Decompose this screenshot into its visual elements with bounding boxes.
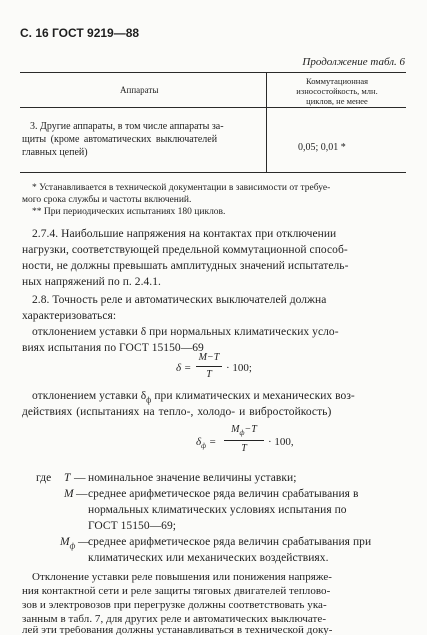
table-row-value: 0,05; 0,01 *: [298, 142, 346, 153]
definition-M-line-1: среднее арифметическое ряда величин срабатывания в: [88, 488, 359, 500]
footnote-1-line-2: мого срока службы и частоты включений.: [22, 195, 192, 205]
formula-2-denominator: T: [241, 443, 247, 454]
para-28b-subscript: ф: [146, 395, 152, 405]
footnote-2: ** При периодических испытаниях 180 циклов.: [32, 207, 226, 217]
table-header-apparatus: Аппараты: [120, 85, 159, 95]
final-para-line-2: ния контактной сети и реле защиты тяговых двигателей теплово-: [22, 585, 331, 597]
table-column-divider: [266, 72, 267, 172]
definition-M-line-2: нормальных климатических условиях испытания по: [88, 504, 347, 516]
formula-2-lhs: $\delta_ф$ =: [196, 436, 217, 451]
para-28b-line-2: действиях (испытаниях на тепло-, холодо- и вибростойкость): [22, 406, 332, 418]
final-para-line-4: занным в табл. 7, для других реле и автоматических выключате-: [22, 613, 327, 625]
definition-T-line-1: номинальное значение величины уставки;: [88, 472, 297, 484]
table-continuation-label: Продолжение табл. 6: [302, 56, 405, 68]
table-header-endurance-2: износостойкость, млн.: [296, 86, 378, 96]
formula-1-numerator: M−T: [198, 352, 220, 363]
formula-2-tail: · 100,: [268, 436, 294, 448]
final-para-line-3: зов и электровозов при перегрузке должны соответствовать ука-: [22, 599, 327, 611]
formula-1-fraction-bar: [196, 366, 222, 367]
definition-dash-M: —: [76, 488, 88, 500]
table-header-endurance-3: циклов, не менее: [306, 96, 368, 106]
para-274-line-1: 2.7.4. Наибольшие напряжения на контактах при отключении: [32, 228, 337, 240]
formula-1-tail: · 100;: [226, 362, 252, 374]
definition-symbol-Mphi: $M_ф$: [60, 536, 76, 551]
definition-dash-Mphi: —: [78, 536, 90, 548]
para-28-line-3: отклонением уставки δ при нормальных климатических усло-: [32, 326, 339, 338]
para-274-line-4: ных напряжений по п. 2.4.1.: [22, 276, 161, 288]
table-row-text-1: 3. Другие аппараты, в том числе аппараты за-: [30, 121, 224, 132]
definition-lead-where: где: [36, 472, 52, 484]
table-row-text-3: главных цепей): [22, 147, 88, 158]
table-bottom-rule: [20, 172, 406, 173]
table-header-rule: [20, 107, 406, 108]
definition-dash-T: —: [74, 472, 86, 484]
para-28b-line-1: отклонением уставки $\delta_ф$ при климатических и механических воз-: [32, 390, 355, 405]
para-28-line-2: характеризоваться:: [22, 310, 117, 322]
final-para-line-5: лей эти требования должны устанавливаться в технической доку-: [22, 626, 333, 635]
table-top-rule: [20, 72, 406, 73]
formula-1-lhs: δ =: [176, 362, 192, 374]
table-row-text-2: щиты (кроме автоматических выключателей: [22, 134, 218, 145]
formula-2-numerator: $M_ф-T$: [231, 424, 257, 437]
definition-symbol-T: T: [64, 472, 71, 484]
page-header: С. 16 ГОСТ 9219—88: [20, 26, 140, 40]
table-header-endurance-1: Коммутационная: [305, 76, 369, 86]
definition-Mphi-line-2: климатических или механических воздействиях.: [88, 552, 329, 564]
para-28-line-4: виях испытания по ГОСТ 15150—69: [22, 342, 204, 354]
para-274-line-2: нагрузки, соответствующей предельной коммутационной способ-: [22, 244, 348, 256]
para-274-line-3: ности, не должны превышать амплитудных значений испытатель-: [22, 260, 349, 272]
definition-M-line-3: ГОСТ 15150—69;: [88, 520, 177, 532]
formula-2-fraction-bar: [224, 440, 264, 441]
definition-symbol-M: M: [64, 488, 74, 500]
formula-1-denominator: T: [206, 369, 212, 380]
para-28-line-1: 2.8. Точность реле и автоматических выключателей должна: [32, 294, 327, 306]
definition-Mphi-line-1: среднее арифметическое ряда величин срабатывания при: [88, 536, 372, 548]
final-para-line-1: Отклонение уставки реле повышения или понижения напряже-: [32, 571, 333, 583]
footnote-1-line-1: * Устанавливается в технической документации в зависимости от требуе-: [32, 183, 331, 193]
